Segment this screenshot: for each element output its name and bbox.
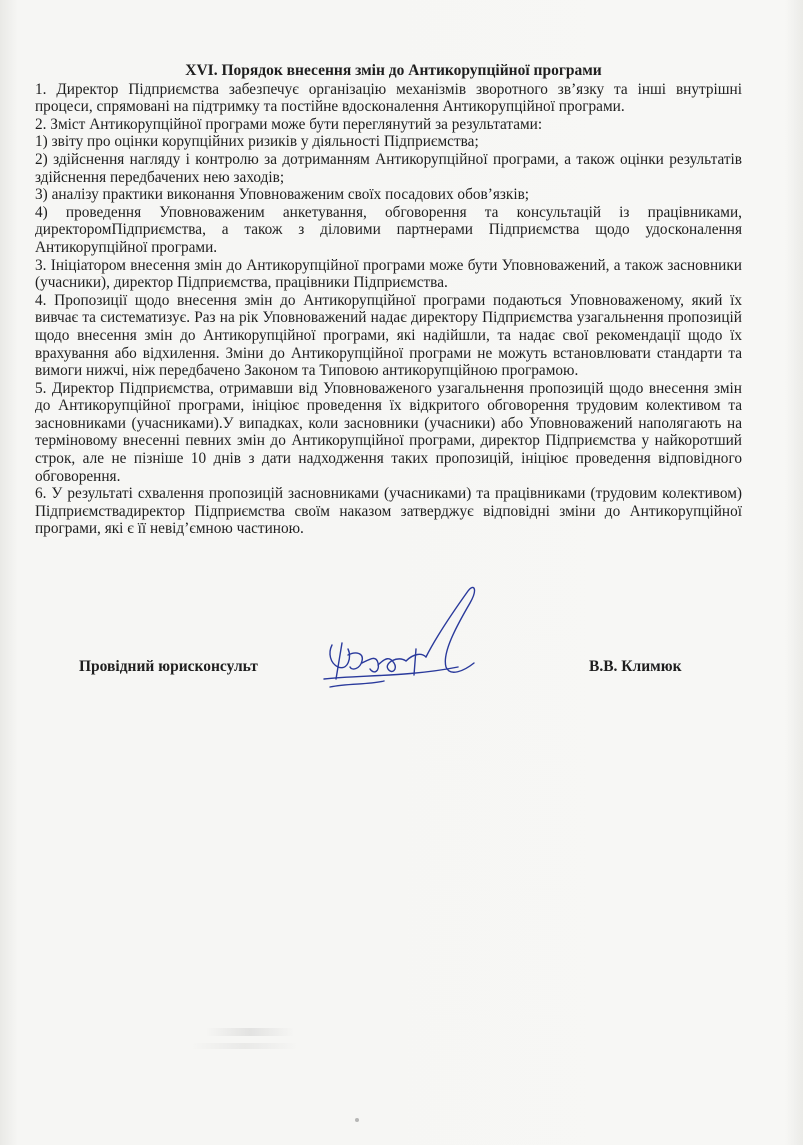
signer-position: Провідний юрисконсульт	[79, 658, 258, 675]
paragraph-2: 2. Зміст Антикорупційної програми може бути переглянутий за результатами:	[35, 115, 543, 133]
signer-name: В.В. Климюк	[589, 658, 682, 675]
paragraph-1: 1. Директор Підприємства забезпечує організацію механізмів зворотного зв’язку та інші внутрішні процеси, спрямовані на підтримку та постійне вдосконалення Антикорупційної програми.	[35, 80, 742, 116]
handwritten-signature	[318, 583, 488, 708]
paragraph-4: 4. Пропозиції щодо внесення змін до Антикорупційної програми подаються Уповноваженому, який їх вивчає та систематизує. Раз на рік Уповноважений надає директору Підприємства узагальнення пропозицій щодо внесення змін до Антикорупційної програми, які надійшли, та надає свої рекомендації щодо їх врахування або відхилення. Зміни до Антикорупційної програми не можуть встановлювати стандарти та вимоги нижчі, ніж передбачено Законом та Типовою антикорупційною програмою.	[35, 291, 742, 380]
paragraph-2-item-4: 4) проведення Уповноваженим анкетування, обговорення та консультацій із працівниками, директоромПідприємства, а також з діловими партнерами Підприємства щодо удосконалення Антикорупційної програми.	[35, 203, 742, 256]
section-title: XVI. Порядок внесення змін до Антикорупційної програми	[185, 62, 602, 79]
bleed-through-mark	[205, 1028, 295, 1036]
scan-speck	[355, 1118, 359, 1122]
document-body	[35, 62, 742, 538]
bleed-through-mark	[190, 1043, 300, 1049]
paragraph-2-item-3: 3) аналізу практики виконання Уповноваженим своїх посадових обов’язків;	[35, 186, 530, 204]
paragraph-2-item-2: 2) здійснення нагляду і контролю за дотриманням Антикорупційної програми, а також оцінки результатів здійснення передбачених нею заходів;	[35, 150, 742, 186]
paragraph-2-item-1: 1) звіту про оцінки корупційних ризиків у діяльності Підприємства;	[35, 133, 479, 151]
paragraph-3: 3. Ініціатором внесення змін до Антикорупційної програми може бути Уповноважений, а також засновники (учасники), директор Підприємства, працівники Підприємства.	[35, 256, 742, 292]
paragraph-6: 6. У результаті схвалення пропозицій засновниками (учасниками) та працівниками (трудовим колективом) Підприємствадиректор Підприємства своїм наказом затверджує відповідні зміни до Антикорупційної програми, які є її невід’ємною частиною.	[35, 485, 742, 538]
paragraph-5: 5. Директор Підприємства, отримавши від Уповноваженого узагальнення пропозицій щодо внесення змін до Антикорупційної програми, ініціює проведення їх відкритого обговорення трудовим колективом та засновниками (учасниками).У випадках, коли засновники (учасники) або Уповноважений наполягають на терміновому внесенні певних змін до Антикорупційної програми, директор Підприємства у найкоротший строк, але не пізніше 10 днів з дати надходження таких пропозицій, ініціює проведення відповідного обговорення.	[35, 379, 742, 485]
